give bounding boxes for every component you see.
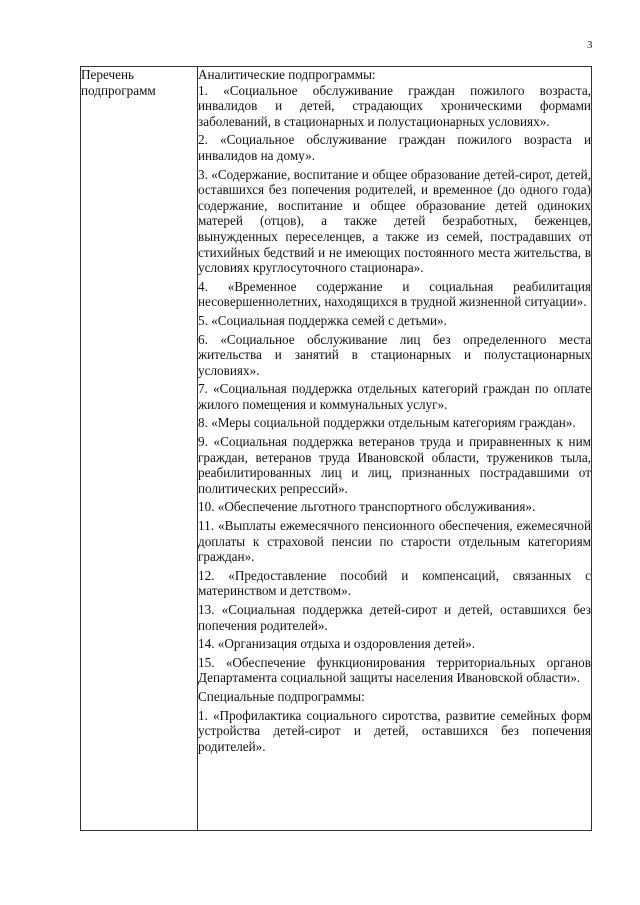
table-row — [81, 67, 592, 831]
analytic-item: 5. «Социальная поддержка семей с детьми». — [198, 312, 447, 328]
analytic-item: 8. «Меры социальной поддержки отдельным категориям граждан». — [198, 415, 576, 431]
analytic-item: 6. «Социальное обслуживание лиц без определенного места жительства и занятий в стационарных и полустационарных условиях». — [198, 331, 591, 378]
analytic-item: 14. «Организация отдыха и оздоровления детей». — [198, 636, 476, 652]
row-label: Перечень подпрограмм — [81, 67, 156, 98]
special-heading: Специальные подпрограммы: — [198, 688, 365, 704]
analytic-item: 10. «Обеспечение льготного транспортного обслуживания». — [198, 499, 536, 515]
analytic-item: 13. «Социальная поддержка детей-сирот и детей, оставшихся без попечения родителей». — [198, 602, 591, 633]
analytic-item: 7. «Социальная поддержка отдельных категорий граждан по оплате жилого помещения и коммунальных услуг». — [198, 381, 591, 412]
row-label-cell — [81, 67, 198, 831]
analytic-heading: Аналитические подпрограммы: — [198, 67, 376, 82]
analytic-item: 1. «Социальное обслуживание граждан пожилого возраста, инвалидов и детей, страдающих хроническими формами заболеваний, в стационарных и полустационарных условиях». — [198, 82, 591, 129]
analytic-item: 15. «Обеспечение функционирования территориальных органов Департамента социальной защиты населения Ивановской области». — [198, 654, 591, 686]
analytic-item: 12. «Предоставление пособий и компенсаций, связанных с материнством и детством». — [198, 567, 591, 599]
analytic-item: 3. «Содержание, воспитание и общее образование детей-сирот, детей, оставшихся без попечения родителей, и временное (до одного года) содержание, воспитание и общее образование детей одиноких матерей (отцов), а также детей безработных, беженцев, вынужденных переселенцев, а также из семей, пострадавших от стихийных бедствий и не имеющих постоянного места жительства, в условиях круглосуточного стационара». — [198, 166, 591, 276]
analytic-item: 4. «Временное содержание и социальная реабилитация несовершеннолетних, находящихся в трудной жизненной ситуации». — [198, 278, 591, 310]
analytic-item: 2. «Социальное обслуживание граждан пожилого возраста и инвалидов на дому». — [198, 132, 591, 163]
page-number: 3 — [587, 39, 593, 51]
program-table — [80, 66, 592, 831]
row-content-cell — [198, 67, 592, 831]
special-item: 1. «Профилактика социального сиротства, развитие семейных форм устройства детей-сирот и детей, оставшихся без попечения родителей». — [198, 707, 591, 754]
analytic-item: 9. «Социальная поддержка ветеранов труда и приравненных к ним граждан, ветеранов труда Ивановской области, тружеников тыла, реабилитированных лиц и лиц, признанных пострадавшими от политических репрессий». — [198, 434, 591, 496]
analytic-item: 11. «Выплаты ежемесячного пенсионного обеспечения, ежемесячной доплаты к страховой пенсии по старости отдельным категориям граждан». — [198, 518, 591, 565]
